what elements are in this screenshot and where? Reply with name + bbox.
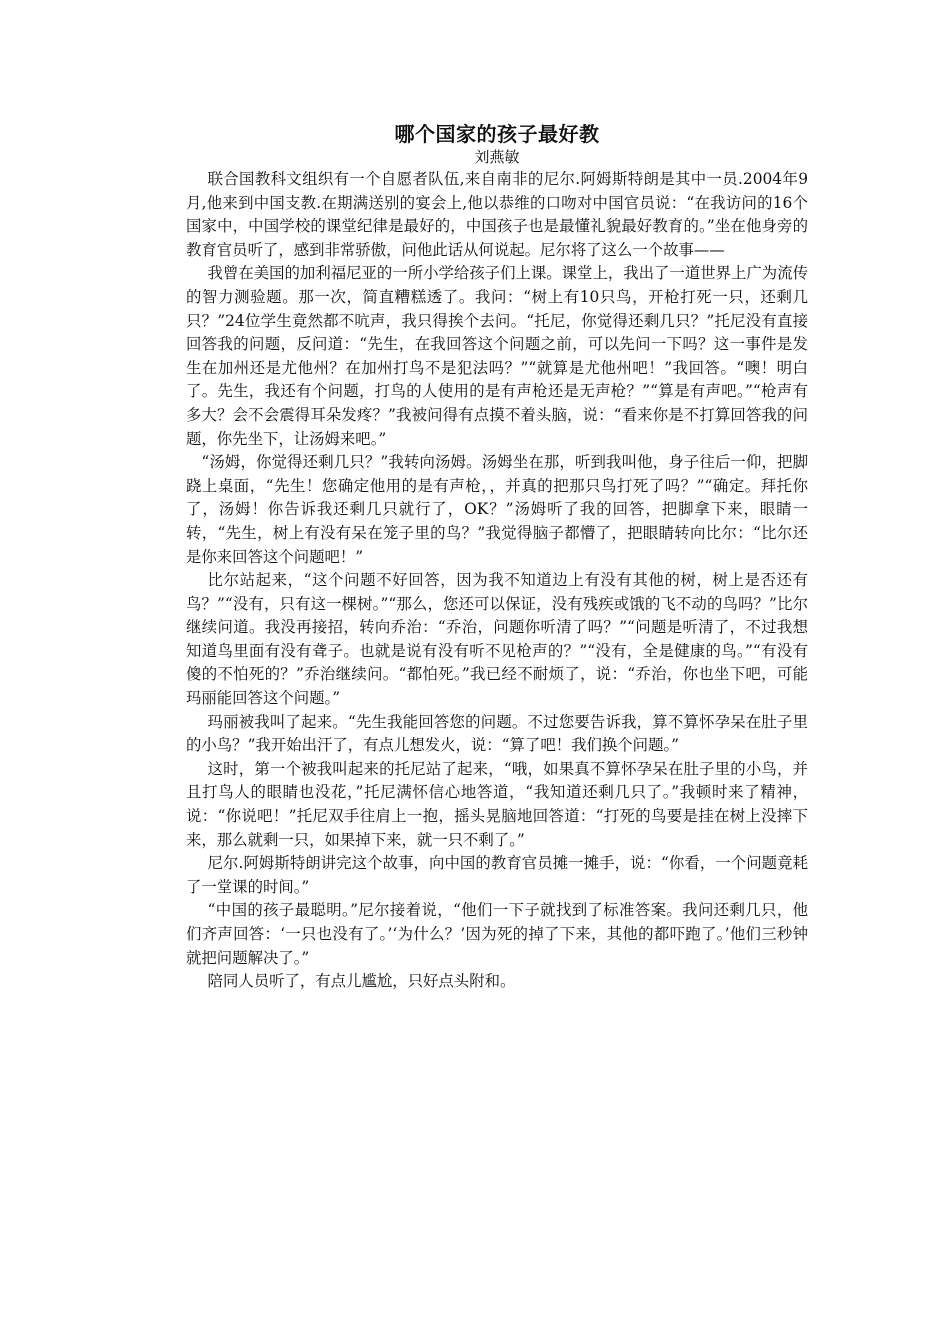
paragraph-4: 比尔站起来，“这个问题不好回答，因为我不知道边上有没有其他的树，树上是否还有鸟？”“没有，只有这一棵树。”“那么，您还可以保证，没有残疾或饿的飞不动的鸟吗？”比尔继续问道。我没再接招，转向乔治：“乔治，问题你听清了吗？”“问题是听清了，不过我想知道鸟里面有没有聋子。也就是说有没有听不见枪声的？”“没有，全是健康的鸟。”“有没有傻的不怕死的？”乔治继续问。“都怕死。”我已经不耐烦了，说：“乔治，你也坐下吧，可能玛丽能回答这个问题。” <box>186 571 808 708</box>
paragraph-5: 玛丽被我叫了起来。“先生我能回答您的问题。不过您要告诉我，算不算怀孕呆在肚子里的小鸟？”我开始出汗了，有点儿想发火，说：“算了吧！我们换个问题。” <box>186 712 808 755</box>
paragraph-7: 尼尔.阿姆斯特朗讲完这个故事，向中国的教育官员摊一摊手，说：“你看，一个问题竟耗了一堂课的时间。” <box>186 854 808 896</box>
paragraph-1: 联合国教科文组织有一个自愿者队伍,来自南非的尼尔.阿姆斯特朗是其中一员.2004年9月,他来到中国支教.在期满送别的宴会上,他以恭维的口吻对中国官员说：“在我访问的16个国家中，中国学校的课堂纪律是最好的，中国孩子也是最懂礼貌最好教育的。”坐在他身旁的教育官员听了，感到非常骄傲，问他此话从何说起。尼尔将了这么一个故事—— <box>186 170 808 259</box>
paragraph-8: “中国的孩子最聪明。”尼尔接着说，“他们一下子就找到了标准答案。我问还剩几只，他们齐声回答：‘一只也没有了。’‘为什么？’因为死的掉了下来，其他的都吓跑了。’他们三秒钟就把问题解决了。” <box>186 901 808 967</box>
paragraph-2: 我曾在美国的加利福尼亚的一所小学给孩子们上课。课堂上，我出了一道世界上广为流传的智力测验题。那一次，简直糟糕透了。我问：“树上有10只鸟，开枪打死一只，还剩几只？”24位学生竟然都不吭声，我只得挨个去问。“托尼，你觉得还剩几只？”托尼没有直接回答我的问题，反问道：“先生，在我回答这个问题之前，可以先问一下吗？这一事件是发生在加州还是尤他州？在加州打鸟不是犯法吗？”“就算是尤他州吧！”我回答。“噢！明白了。先生，我还有个问题，打鸟的人使用的是有声枪还是无声枪？”“算是有声吧。”“枪声有多大？会不会震得耳朵发疼？”我被问得有点摸不着头脑，说：“看来你是不打算回答我的问题，你先坐下，让汤姆来吧。” <box>186 264 808 448</box>
document-page <box>186 120 808 994</box>
paragraph-3: “汤姆，你觉得还剩几只？”我转向汤姆。汤姆坐在那，听到我叫他，身子往后一仰，把脚跷上桌面，“先生！您确定他用的是有声枪，，并真的把那只鸟打死了吗？”“确定。拜托你了，汤姆！你告诉我还剩几只就行了，OK？”汤姆听了我的回答，把脚拿下来，眼睛一转，“先生，树上有没有呆在笼子里的鸟？”我觉得脑子都懵了，把眼睛转向比尔：“比尔还是你来回答这个问题吧！” <box>186 453 808 566</box>
paragraph-9: 陪同人员听了，有点儿尴尬，只好点头附和。 <box>207 972 516 991</box>
author-name: 刘燕敏 <box>474 148 520 166</box>
page-title: 哪个国家的孩子最好教 <box>394 122 600 146</box>
paragraph-6: 这时，第一个被我叫起来的托尼站了起来，“哦，如果真不算怀孕呆在肚子里的小鸟，并且打鸟人的眼睛也没花，”托尼满怀信心地答道，“我知道还剩几只了。”我顿时来了精神，说：“你说吧！”托尼双手往肩上一抱，摇头晃脑地回答道：“打死的鸟要是挂在树上没摔下来，那么就剩一只，如果掉下来，就一只不剩了。” <box>186 759 808 849</box>
